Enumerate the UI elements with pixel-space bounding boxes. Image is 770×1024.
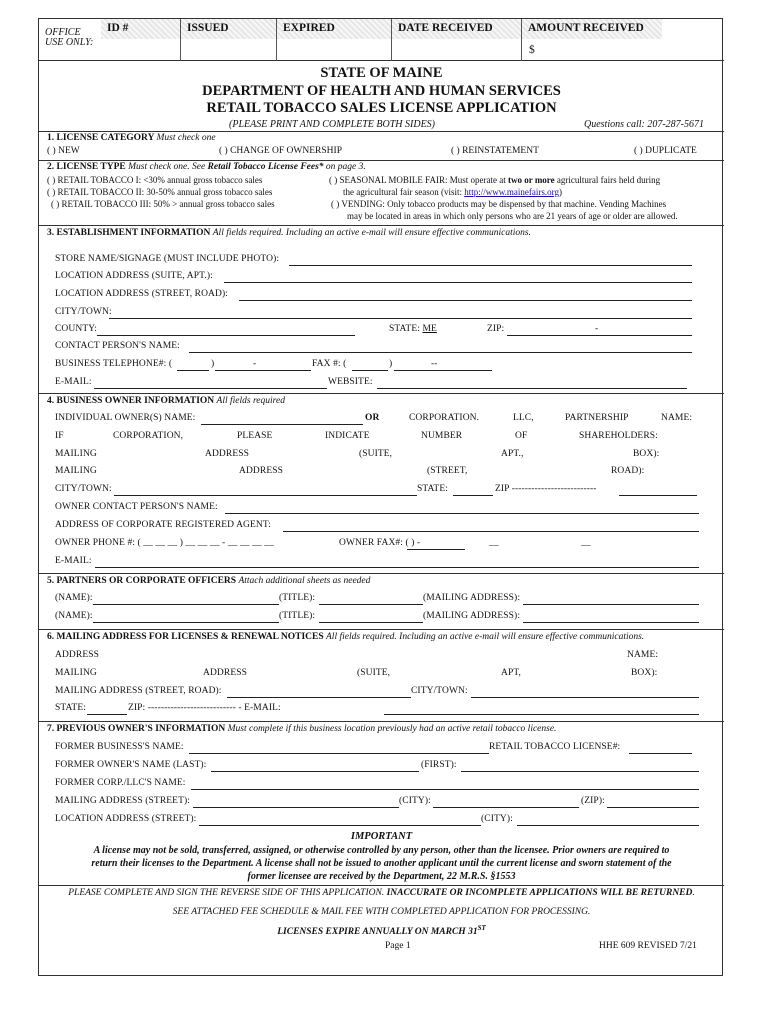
questions-phone: Questions call: 207-287-5671 [584,119,704,130]
state-value: ME [422,324,437,334]
former-location-field[interactable] [199,825,481,826]
important-line-1: A license may not be sold, transferred, assigned, or otherwise controlled by any person, other than the licensee. Prior owners are required to [93,845,670,856]
office-use-header [39,19,724,61]
county-label: COUNTY: [55,324,98,334]
footer-expiration: LICENSES EXPIRE ANNUALLY ON MARCH 31ST [277,924,486,938]
registered-agent-label: ADDRESS OF CORPORATE REGISTERED AGENT: [55,520,272,530]
former-location-city-label: (CITY): [481,814,513,824]
license-category-change-ownership[interactable]: ( ) CHANGE OF OWNERSHIP [219,146,342,156]
department-title: DEPARTMENT OF HEALTH AND HUMAN SERVICES [202,82,561,99]
former-mailing-zip-field[interactable] [607,807,699,808]
former-owner-first-label: (FIRST): [421,760,457,770]
footer-fee-note: SEE ATTACHED FEE SCHEDULE & MAIL FEE WITH COMPLETED APPLICATION FOR PROCESSING. [172,907,591,917]
former-location-label: LOCATION ADDRESS (STREET): [55,814,197,824]
mailing-state-label: STATE: [55,703,86,713]
section-7-heading: 7. PREVIOUS OWNER'S INFORMATION Must complete if this business location previously had an active retail tobacco license. [47,724,557,734]
fax-area-field[interactable] [352,370,388,371]
page-number: Page 1 [385,941,411,951]
important-line-3: former licensee are received by the Department, 22 M.R.S. §1553 [247,871,516,882]
important-line-2: return their licenses to the Department. A license shall not be issued to another applicant until the current license and sworn statement of the [91,858,672,869]
owner-email-field[interactable] [95,567,699,568]
city-town-field[interactable] [109,318,692,319]
former-corp-field[interactable] [191,789,699,790]
footer-instructions: PLEASE COMPLETE AND SIGN THE REVERSE SIDE OF THIS APPLICATION. INACCURATE OR INCOMPLETE APPLICATIONS WILL BE RETURNED. [68,888,695,898]
contact-person-field[interactable] [189,352,692,353]
partner-2-title-field[interactable] [319,622,423,623]
individual-owner-label: INDIVIDUAL OWNER(S) NAME: [55,413,196,423]
section-3-heading: 3. ESTABLISHMENT INFORMATION All fields required. Including an active e-mail will ensure effective communications. [47,228,531,238]
individual-owner-field[interactable] [201,424,363,425]
email-field[interactable] [94,388,327,389]
mailing-state-field[interactable] [87,714,127,715]
owner-email-label: E-MAIL: [55,556,92,566]
vending-option[interactable]: ( ) VENDING: Only tobacco products may be dispensed by that machine. Vending Machines [331,199,667,209]
retail-tobacco-2-option[interactable]: ( ) RETAIL TOBACCO II: 30-50% annual gross tobacco sales [47,187,273,197]
license-category-duplicate[interactable]: ( ) DUPLICATE [634,146,697,156]
former-mailing-zip-label: (ZIP): [581,796,605,806]
zip-label: ZIP: [487,324,505,334]
partner-2-title-label: (TITLE): [279,611,316,621]
former-mailing-city-field[interactable] [433,807,579,808]
application-form: OFFICE USE ONLY: ID # ISSUED EXPIRED DATE RECEIVED AMOUNT RECEIVED $ STATE OF MAINE DEPARTMENT OF HEALTH AND HUMAN SERVICES RETAIL TOBACCO SALES LICENSE APPLICATION (PLEASE PRINT AND COMPLETE BOTH SIDES) Questions call: 207-287-5671 1. LICENSE CATEGORY Must check one ( ) NEW ( ) CHANGE OF OWNERSHIP ( ) REINSTATEMENT ( ) DUPLICATE 2. LICENSE TYPE Must check one. See Retail Tobacco License Fees* on page 3. ( ) RETAIL TOBACCO I: <30% annual gross tobacco sales ( ) RETAIL TOBACCO II: 30-50% annual gross tobacco sales ( ) RETAIL TOBACCO III: 50% > annual gross tobacco sales ( ) SEASONAL MOBILE FAIR: Must operate at two or more agricultural fairs held during the agricultural fair season (visit: http://www.mainefairs.org) ( ) VENDING: Only tobacco products may be dispensed by that machine. Vending Machines may be located in areas in which only persons who are 21 years of age or older are allowed. 3. ESTABLISHMENT INFORMATION All fields required. Including an active e-mail will ensure effective communications. STORE NAME/SIGNAGE (MUST INCLUDE PHOTO): LOCATION ADDRESS (SUITE, APT.): LOCATION ADDRESS (STREET, ROAD): CITY/TOWN: COUNTY: STATE: ME ZIP: - CONTACT PERSON'S NAME: BUSINESS TELEPHONE#: ( ) - FAX #: ( ) -- E-MAIL: WEBSITE: 4. BUSINESS OWNER INFORMATION All fields required INDIVIDUAL OWNER(S) NAME: OR CORPORATION. LLC, PARTNERSHIP NAME: IF CORPORATION, PLEASE INDICATE NUMBER OF SHAREHOLDERS: MAILING ADDRESS (SUITE, APT., BOX): MAILING ADDRESS (STREET, ROAD): CITY/TOWN: STATE: ZIP -------------------------- OWNER CONTACT PERSON'S NAME: ADDRESS OF CORPORATE REGISTERED AGENT: OWNER PHONE #: ( __ __ __ ) __ __ __ - __ __ __ __ OWNER FAX#: ( ) - __ __ E-MAIL: 5. PARTNERS OR CORPORATE OFFICERS Attach additional sheets as needed (NAME): (TITLE): (MAILING ADDRESS): (NAME): (TITLE): (MAILING ADDRESS): 6. MAILING ADDRESS FOR LICENSES & RENEWAL NOTICES All fields required. Including an active e-mail will ensure effective communications. ADDRESS NAME: MAILING ADDRESS (SUITE, APT, BOX): MAILING ADDRESS (STREET, ROAD): CITY/TOWN: STATE: ZIP: --------------------------- - E-MAIL: 7. PREVIOUS OWNER'S INFORMATION Must complete if this business location previously had an active retail tobacco license. FORMER BUSINESS'S NAME: RETAIL TOBACCO LICENSE#: FORMER OWNER'S NAME (LAST): (FIRST): FORMER CORP./LLC'S NAME: MAILING ADDRESS (STREET): (CITY): (ZIP): LOCATION ADDRESS (STREET): (CITY): IMPORTANT A license may not be sold, transferred, assigned, or otherwise controlled by any person, other than the licensee. Prior owners are required to return their licenses to the Department. A license shall not be issued to another applicant until the current license and sworn statement of the former licensee are received by the Department, 22 M.R.S. §1553 PLEASE COMPLETE AND SIGN THE REVERSE SIDE OF THIS APPLICATION. INACCURATE OR INCOMPLETE APPLICATIONS WILL BE RETURNED. SEE ATTACHED FEE SCHEDULE & MAIL FEE WITH COMPLETED APPLICATION FOR PROCESSING. LICENSES EXPIRE ANNUALLY ON MARCH 31ST Page 1 HHE 609 REVISED 7/21 [38,18,723,976]
former-mailing-city-label: (CITY): [399,796,431,806]
owner-city-label: CITY/TOWN: [55,484,112,494]
former-business-field[interactable] [189,753,489,754]
fax-number-field[interactable] [394,370,492,371]
owner-contact-field[interactable] [225,513,699,514]
location-street-label: LOCATION ADDRESS (STREET, ROAD): [55,289,228,299]
partner-1-name-field[interactable] [93,604,279,605]
section-1-heading: 1. LICENSE CATEGORY Must check one [47,133,216,143]
location-street-field[interactable] [239,300,692,301]
form-title [39,65,724,118]
important-heading: IMPORTANT [350,831,413,842]
owner-zip-label: ZIP -------------------------- [495,484,597,494]
owner-phone-label: OWNER PHONE #: ( __ __ __ ) __ __ __ - __ __ __ __ [55,538,275,548]
county-field[interactable] [97,335,355,336]
mailing-zip-label: ZIP: --------------------------- - E-MAIL: [128,703,281,713]
application-title: RETAIL TOBACCO SALES LICENSE APPLICATION [206,100,557,116]
partner-2-mailing-label: (MAILING ADDRESS): [423,611,521,621]
owner-state-field[interactable] [453,495,493,496]
former-owner-first-field[interactable] [461,771,699,772]
contact-person-label: CONTACT PERSON'S NAME: [55,341,180,351]
partner-2-name-label: (NAME): [55,611,93,621]
website-label: WEBSITE: [328,377,373,387]
print-instructions: (PLEASE PRINT AND COMPLETE BOTH SIDES) [229,119,436,130]
owner-zip-field[interactable] [619,495,697,496]
former-owner-last-field[interactable] [211,771,419,772]
partner-2-name-field[interactable] [93,622,279,623]
store-name-label: STORE NAME/SIGNAGE (MUST INCLUDE PHOTO): [55,254,280,264]
retail-tobacco-1-option[interactable]: ( ) RETAIL TOBACCO I: <30% annual gross tobacco sales [47,175,263,185]
form-number: HHE 609 REVISED 7/21 [599,941,697,951]
partner-1-name-label: (NAME): [55,593,93,603]
mailing-city-label: CITY/TOWN: [411,686,468,696]
state-label: STATE: ME [389,324,437,334]
former-business-label: FORMER BUSINESS'S NAME: [55,742,184,752]
section-6-heading: 6. MAILING ADDRESS FOR LICENSES & RENEWAL NOTICES All fields required. Including an active e-mail will ensure effective communications. [47,632,645,642]
former-mailing-field[interactable] [193,807,399,808]
section-2-heading: 2. LICENSE TYPE Must check one. See Retail Tobacco License Fees* on page 3. [47,162,366,172]
mailing-email-label: E-MAIL: [244,703,281,713]
mailing-email-field[interactable] [384,714,699,715]
email-label: E-MAIL: [55,377,92,387]
mobile-fair-note: the agricultural fair season (visit: http://www.mainefairs.org) [343,187,562,197]
license-category-reinstatement[interactable]: ( ) REINSTATEMENT [451,146,539,156]
former-license-label: RETAIL TOBACCO LICENSE#: [489,742,621,752]
office-use-label: OFFICE USE ONLY: [45,27,94,48]
former-location-city-field[interactable] [517,825,699,826]
state-title: STATE OF MAINE [320,65,443,81]
former-owner-last-label: FORMER OWNER'S NAME (LAST): [55,760,207,770]
partner-1-title-field[interactable] [319,604,423,605]
owner-city-field[interactable] [114,495,417,496]
location-suite-label: LOCATION ADDRESS (SUITE, APT.): [55,271,213,281]
owner-contact-label: OWNER CONTACT PERSON'S NAME: [55,502,218,512]
former-corp-label: FORMER CORP./LLC'S NAME: [55,778,186,788]
amount-received-column-header: AMOUNT RECEIVED [522,19,662,39]
phone-area-field[interactable] [177,370,209,371]
location-suite-field[interactable] [224,282,692,283]
issued-column-header: ISSUED [181,19,276,39]
partner-1-mailing-field[interactable] [523,604,699,605]
date-received-column-header: DATE RECEIVED [392,19,522,39]
business-phone-label: BUSINESS TELEPHONE#: ( [55,359,173,369]
owner-fax-field[interactable] [407,549,465,550]
section-5-heading: 5. PARTNERS OR CORPORATE OFFICERS Attach additional sheets as needed [47,576,371,586]
website-field[interactable] [377,388,687,389]
former-mailing-label: MAILING ADDRESS (STREET): [55,796,190,806]
owner-fax-label: OWNER FAX#: ( ) - [339,538,421,548]
expired-column-header: EXPIRED [277,19,395,39]
city-town-label: CITY/TOWN: [55,307,112,317]
mailing-street-label: MAILING ADDRESS (STREET, ROAD): [55,686,222,696]
mailing-street-field[interactable] [227,697,411,698]
partner-1-title-label: (TITLE): [279,593,316,603]
registered-agent-field[interactable] [283,531,699,532]
zip-field[interactable] [507,335,692,336]
phone-number-field[interactable] [215,370,311,371]
mainefairs-link[interactable]: http://www.mainefairs.org [464,187,559,197]
partner-2-mailing-field[interactable] [523,622,699,623]
retail-tobacco-3-option[interactable]: ( ) RETAIL TOBACCO III: 50% > annual gross tobacco sales [51,199,275,209]
fax-label: FAX #: ( [312,359,347,369]
section-4-heading: 4. BUSINESS OWNER INFORMATION All fields required [47,396,285,406]
former-license-field[interactable] [629,753,692,754]
mailing-city-field[interactable] [471,697,699,698]
license-category-new[interactable]: ( ) NEW [47,146,80,156]
vending-note: may be located in areas in which only persons who are 21 years of age or older are allowed. [347,211,678,221]
amount-symbol: $ [529,44,535,56]
id-column-header: ID # [101,19,181,39]
store-name-field[interactable] [289,265,692,266]
partner-1-mailing-label: (MAILING ADDRESS): [423,593,521,603]
seasonal-mobile-fair-option[interactable]: ( ) SEASONAL MOBILE FAIR: Must operate at two or more agricultural fairs held during [329,175,661,185]
owner-state-label: STATE: [417,484,448,494]
